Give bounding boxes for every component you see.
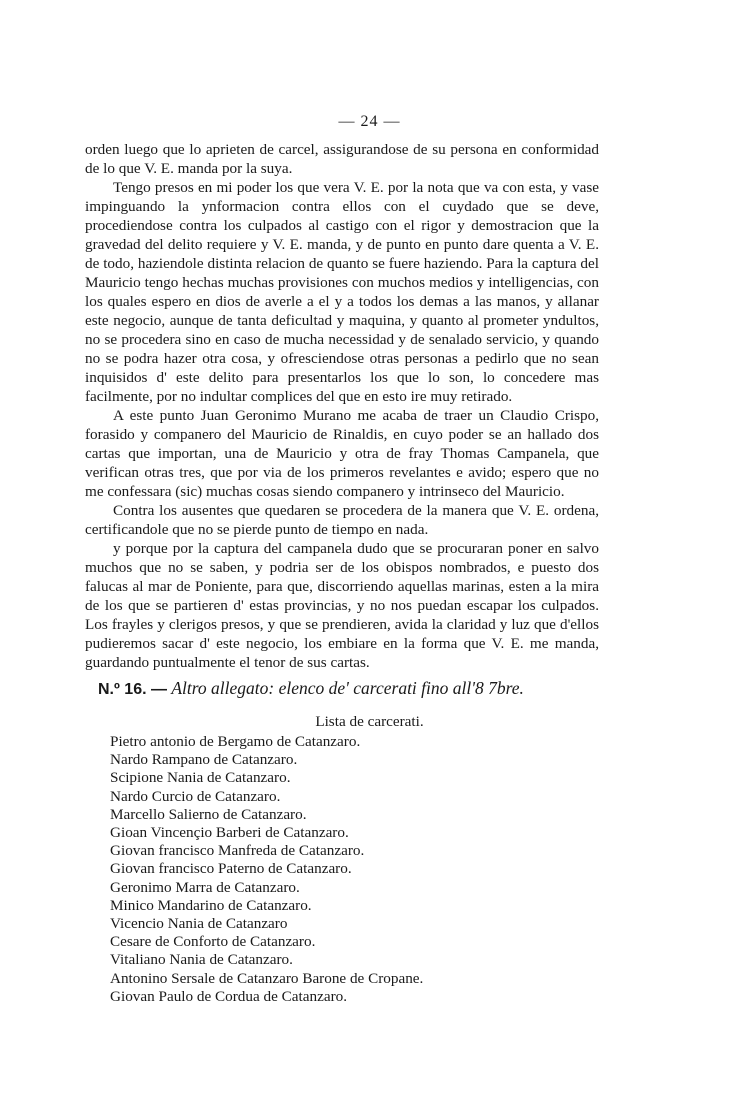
list-item: Marcello Salierno de Catanzaro. bbox=[110, 805, 307, 823]
document-number: N.º 16. — bbox=[98, 681, 167, 698]
list-item: Giovan Paulo de Cordua de Catanzaro. bbox=[110, 987, 348, 1005]
paragraph: Tengo presos en mi poder los que vera V. E. por la nota que va con esta, y vase impinguando la ynformacion contra ellos con el cuydado que se deve, procediendose contra los culpados al castigo con el rigor y demostracion que la gravedad del delito requiere y V. E. manda, y de punto en punto dare quenta a V. E. de todo, haziendole distinta relacion de quanto se fuere haziendo. Para la captura del Mauricio tengo hechas muchas provisiones con muchos medios y intelligencias, con los quales espero en dios de averle a el y a todos los demas a las manos, y allanar este negocio, aunque de tanta deficultad y maquina, y quanto al prometer yndultos, no se procedera sino en caso de mucha necessidad y de senalado servicio, y quando no se podra hazer otra cosa, y ofresciendose otras personas a pedirlo que no sean inquisidos d' este delito para presentarlos los que lo son, lo concedere mas facilmente, por no indultar complices del que en esto ire muy retirado. bbox=[85, 179, 599, 405]
list-item: Antonino Sersale de Catanzaro Barone de Cropane. bbox=[110, 969, 424, 987]
list-item: Nardo Rampano de Catanzaro. bbox=[110, 751, 298, 769]
list-item: Giovan francisco Paterno de Catanzaro. bbox=[110, 860, 352, 878]
list-item: Nardo Curcio de Catanzaro. bbox=[110, 787, 281, 805]
list-item: Giovan francisco Manfreda de Catanzaro. bbox=[110, 842, 365, 860]
list-item: Pietro antonio de Bergamo de Catanzaro. bbox=[110, 733, 361, 750]
list-item: Geronimo Marra de Catanzaro. bbox=[110, 878, 300, 896]
list-item: Vicencio Nania de Catanzaro bbox=[110, 915, 288, 933]
prisoner-list bbox=[110, 733, 610, 1006]
paragraph: y porque por la captura del campanela dudo que se procuraran poner en salvo muchos que no se saben, y podria ser de los obispos nombrados, e puesto dos falucas al mar de Poniente, para que, discorriendo aquellas marinas, esten a la mira de los que se partieren d' estas provincias, y no nos puedan escapar los culpados. Los frayles y clerigos presos, y que se prendieren, avida la claridad y luz que d'ellos pudieremos sacar d' este negocio, los embiare en la forma que V. E. me manda, guardando puntualmente el tenor de sus cartas. bbox=[85, 540, 599, 671]
list-title: Lista de carcerati. bbox=[315, 713, 424, 730]
document-title: Altro allegato: elenco de' carcerati fino all'8 7bre. bbox=[171, 678, 524, 698]
list-item: Vitaliano Nania de Catanzaro. bbox=[110, 951, 293, 969]
list-item: Cesare de Conforto de Catanzaro. bbox=[110, 933, 316, 951]
document-heading bbox=[98, 676, 618, 702]
list-item: Gioan Vincençio Barberi de Catanzaro. bbox=[110, 824, 349, 842]
paragraph: orden luego que lo aprieten de carcel, assigurandose de su persona en conformidad de lo que V. E. manda por la suya. bbox=[85, 141, 599, 177]
letter-body bbox=[85, 140, 599, 672]
list-item: Minico Mandarino de Catanzaro. bbox=[110, 896, 312, 914]
list-item: Scipione Nania de Catanzaro. bbox=[110, 769, 291, 787]
page-number: — 24 — bbox=[338, 113, 401, 130]
paragraph: A este punto Juan Geronimo Murano me acaba de traer un Claudio Crispo, forasido y companero del Mauricio de Rinaldis, en cuyo poder se an hallado dos cartas que importan, una de Mauricio y otra de fray Thomas Campanela, que verifican otras tres, que por via de los primeros revelantes e avido; espero que no me confessara (sic) muchas cosas siendo companero y intrinseco del Mauricio. bbox=[85, 407, 599, 500]
paragraph: Contra los ausentes que quedaren se procedera de la manera que V. E. ordena, certificandole que no se pierde punto de tiempo en nada. bbox=[85, 502, 599, 538]
